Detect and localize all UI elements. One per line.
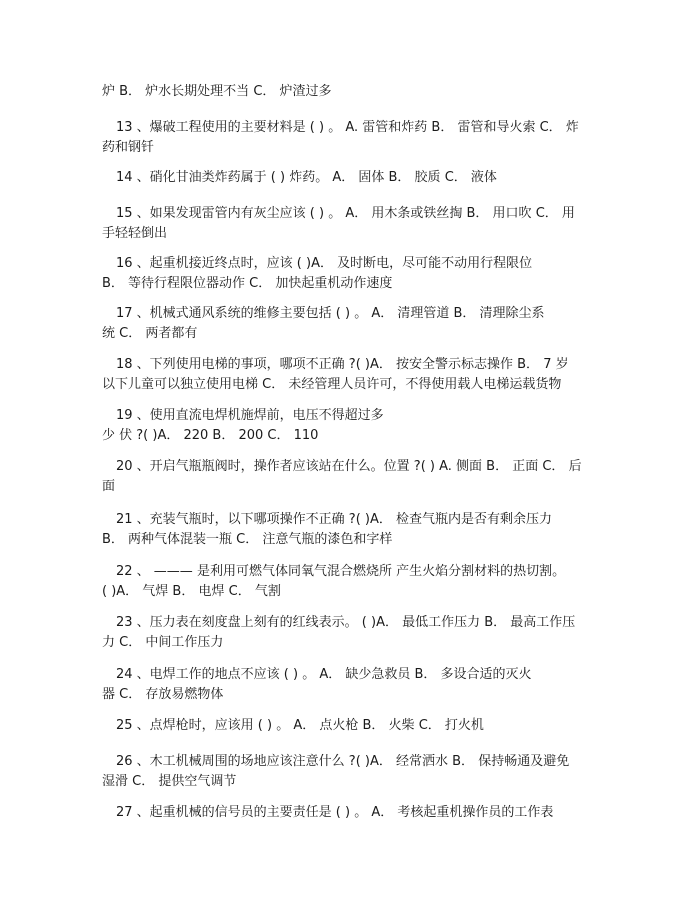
text-line: 力 C． 中间工作压力	[102, 635, 224, 650]
text-line: 19 、使用直流电焊机施焊前，电压不得超过多	[116, 408, 384, 423]
text-line: 25 、点焊枪时，应该用 ( ) 。 A． 点火枪 B． 火柴 C． 打火机	[116, 718, 484, 733]
text-line: 24 、电焊工作的地点不应该 ( ) 。 A． 缺少急救员 B． 多设合适的灭火	[116, 667, 532, 682]
question-15	[102, 204, 602, 244]
text-line: 22 、 ——— 是利用可燃气体同氧气混合燃烧所 产生火焰分割材料的热切割。	[116, 564, 566, 579]
text-line: 16 、起重机接近终点时，应该 ( )A． 及时断电，尽可能不动用行程限位	[116, 256, 533, 271]
question-27	[102, 803, 602, 823]
text-line: 13 、爆破工程使用的主要材料是 ( ) 。 A. 雷管和炸药 B． 雷管和导火索 C． 炸	[116, 120, 579, 135]
text-line: ( )A． 气焊 B． 电焊 C． 气割	[102, 584, 281, 599]
text-line: 26 、木工机械周围的场地应该注意什么 ?( )A． 经常洒水 B． 保持畅通及避免	[116, 754, 570, 769]
text-line: B． 等待行程限位器动作 C． 加快起重机动作速度	[102, 276, 393, 291]
question-26	[102, 752, 602, 792]
text-line: 器 C． 存放易燃物体	[102, 687, 224, 702]
text-line: 17 、机械式通风系统的维修主要包括 ( ) 。 A． 清理管道 B． 清理除尘系	[116, 306, 545, 321]
text-line: 20 、开启气瓶瓶阀时，操作者应该站在什么。位置 ?( ) A. 侧面 B． 正面 C． 后	[116, 459, 582, 474]
question-25	[102, 716, 602, 736]
question-17	[102, 304, 602, 344]
question-13	[102, 118, 602, 158]
question-16	[102, 254, 602, 294]
text-line: 手轻轻倒出	[102, 226, 168, 241]
text-line: 炉 B． 炉水长期处理不当 C． 炉渣过多	[102, 84, 332, 99]
question-23	[102, 613, 602, 653]
question-20	[102, 457, 602, 497]
question-12-tail	[102, 82, 602, 102]
text-line: 15 、如果发现雷管内有灰尘应该 ( ) 。 A． 用木条或铁丝掏 B． 用口吹 C． 用	[116, 206, 575, 221]
text-line: 27 、起重机械的信号员的主要责任是 ( ) 。 A． 考核起重机操作员的工作表	[116, 805, 554, 820]
question-18	[102, 355, 602, 395]
text-line: 湿滑 C． 提供空气调节	[102, 774, 237, 789]
text-line: 少 伏 ?( )A． 220 B． 200 C． 110	[102, 428, 319, 443]
question-14	[102, 168, 602, 188]
text-line: 以下儿童可以独立使用电梯 C． 未经管理人员许可，不得使用载人电梯运载货物	[102, 377, 562, 392]
text-line: 面	[102, 479, 116, 494]
question-24	[102, 665, 602, 705]
text-line: B． 两种气体混装一瓶 C． 注意气瓶的漆色和字样	[102, 532, 393, 547]
question-21	[102, 510, 602, 550]
question-19	[102, 406, 602, 446]
text-line: 14 、硝化甘油类炸药属于 ( ) 炸药。 A． 固体 B． 胶质 C． 液体	[116, 170, 497, 185]
text-line: 23 、压力表在刻度盘上刻有的红线表示。 ( )A． 最低工作压力 B． 最高工作压	[116, 615, 576, 630]
question-22	[102, 562, 602, 602]
text-line: 21 、充装气瓶时，以下哪项操作不正确 ?( )A． 检查气瓶内是否有剩余压力	[116, 512, 553, 527]
text-line: 统 C． 两者都有	[102, 326, 198, 341]
text-line: 药和钢钎	[102, 140, 155, 155]
text-line: 18 、下列使用电梯的事项，哪项不正确 ?( )A． 按安全警示标志操作 B． 7 岁	[116, 357, 569, 372]
